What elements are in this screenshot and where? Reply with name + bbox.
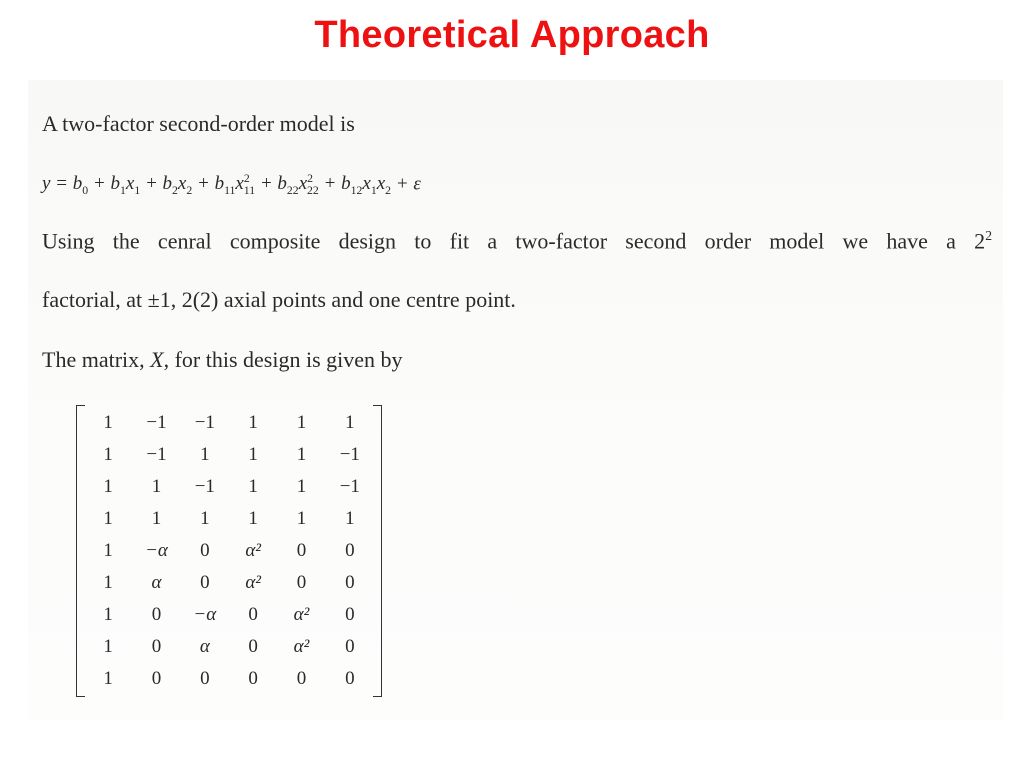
matrix-cell: 1 <box>103 540 113 561</box>
matrix-cell: −1 <box>339 444 360 465</box>
equation-term-subscript: 11 <box>224 184 236 198</box>
matrix-cell: α² <box>293 604 310 625</box>
equation-term-base: x <box>376 173 386 195</box>
matrix-cell: 1 <box>151 508 162 529</box>
equation-term-base: y = b <box>42 173 83 195</box>
matrix-cell: 0 <box>248 604 258 625</box>
design-description-line-1 <box>42 228 992 254</box>
matrix-cell: 0 <box>200 668 210 689</box>
matrix-cell: 0 <box>296 572 307 593</box>
equation-term <box>88 173 126 198</box>
equation-term-subscript: 22 <box>286 184 299 198</box>
matrix-cell: 1 <box>200 508 210 529</box>
equation-term <box>376 173 392 198</box>
equation-term <box>42 173 89 198</box>
equation-term-base: + b <box>318 173 351 195</box>
equation-term-subscript: 1 <box>119 184 126 198</box>
equation-term-base: x <box>125 173 135 195</box>
equation-term <box>192 173 236 198</box>
matrix-cell: 1 <box>103 636 113 657</box>
equation-term-superscript: 2 <box>307 172 314 185</box>
equation-term-subscript: 0 <box>82 184 89 198</box>
matrix-cell: 1 <box>103 572 113 593</box>
matrix-cell: α² <box>245 572 261 593</box>
matrix-cell: −1 <box>146 444 167 465</box>
matrix-cell: 0 <box>345 540 355 561</box>
design-line-1-text: Using the cenral composite design to fit a two-factor second order model we have a 2 <box>42 228 986 254</box>
matrix-cell: −1 <box>339 476 360 497</box>
design-matrix <box>76 405 382 697</box>
matrix-cell: 1 <box>103 508 113 529</box>
matrix-cell: 1 <box>200 444 210 465</box>
matrix-cell: 1 <box>103 412 113 433</box>
equation-term-subscript: 2 <box>385 184 392 198</box>
matrix-cell: 1 <box>345 508 355 529</box>
matrix-cell: 1 <box>103 604 113 625</box>
equation-term-subscript: 2 <box>172 184 178 198</box>
matrix-grid <box>84 407 374 695</box>
matrix-cell: 1 <box>296 476 307 497</box>
matrix-cell: −α <box>193 604 217 625</box>
matrix-cell: 1 <box>248 508 258 529</box>
matrix-cell: 0 <box>151 668 162 689</box>
matrix-cell: 1 <box>103 476 113 497</box>
matrix-cell: −α <box>145 540 168 561</box>
equation-term-subscript: 12 <box>350 184 363 198</box>
matrix-cell: 0 <box>296 540 307 561</box>
equation-term-subscript: 1 <box>134 184 141 198</box>
matrix-cell: −1 <box>146 412 167 433</box>
equation-term-base: x <box>177 173 187 195</box>
matrix-cell: 1 <box>248 476 258 497</box>
equation-term <box>177 173 193 198</box>
matrix-cell: 0 <box>345 636 355 657</box>
equation-term-subscript: 11 <box>243 184 256 198</box>
equation-term-subscript: 22 <box>307 184 319 198</box>
matrix-cell: α <box>151 572 162 593</box>
matrix-cell: 0 <box>151 636 162 657</box>
equation-term-base: + b <box>255 173 287 195</box>
slide-title: Theoretical Approach <box>314 14 710 56</box>
matrix-cell: α² <box>245 540 261 561</box>
equation-term <box>391 173 421 194</box>
factorial-exponent: 2 <box>985 228 992 243</box>
matrix-cell: 0 <box>248 636 258 657</box>
matrix-cell: 0 <box>296 668 307 689</box>
matrix-cell: 1 <box>296 444 307 465</box>
matrix-cell: 0 <box>200 540 210 561</box>
matrix-cell: 1 <box>248 444 258 465</box>
matrix-cell: 1 <box>151 476 162 497</box>
matrix-cell: 1 <box>296 412 307 433</box>
equation-term <box>125 173 141 198</box>
matrix-intro-prefix: The matrix, <box>42 347 151 372</box>
equation-term-superscript: 2 <box>243 172 250 185</box>
matrix-cell: −1 <box>194 476 215 497</box>
matrix-intro-suffix: , for this design is given by <box>163 347 403 372</box>
matrix-cell: 1 <box>248 412 258 433</box>
equation-term-base: x <box>362 173 371 195</box>
equation-term-base: + b <box>192 173 225 195</box>
equation-term-base: + b <box>88 173 120 195</box>
design-description-line-2: factorial, at ±1, 2(2) axial points and one centre point. <box>42 287 516 312</box>
equation-term <box>235 172 256 198</box>
equation-term-base: + b <box>140 173 173 195</box>
matrix-cell: 1 <box>296 508 307 529</box>
matrix-cell: 1 <box>103 668 113 689</box>
matrix-cell: α² <box>293 636 310 657</box>
matrix-cell: −1 <box>194 412 215 433</box>
matrix-cell: 0 <box>151 604 162 625</box>
matrix-cell: 0 <box>345 604 355 625</box>
equation-term <box>298 172 319 198</box>
matrix-cell: 0 <box>345 668 355 689</box>
equation-term-base: x <box>298 173 308 195</box>
model-intro-text: A two-factor second-order model is <box>42 111 355 136</box>
matrix-cell: 0 <box>200 572 210 593</box>
matrix-cell: α <box>199 636 210 657</box>
equation-term <box>362 173 377 198</box>
equation-term-base: + ε <box>391 173 421 195</box>
equation-term <box>140 173 178 198</box>
model-equation <box>42 172 421 198</box>
matrix-variable: X <box>150 347 164 372</box>
equation-term-subscript: 1 <box>370 184 377 198</box>
equation-term <box>318 173 363 198</box>
matrix-cell: 1 <box>103 444 113 465</box>
equation-term <box>255 173 299 198</box>
matrix-cell: 1 <box>345 412 355 433</box>
equation-term-subscript: 2 <box>186 184 193 198</box>
matrix-cell: 0 <box>248 668 258 689</box>
matrix-right-bracket <box>373 405 382 697</box>
matrix-intro-text <box>42 347 403 373</box>
matrix-cell: 0 <box>345 572 355 593</box>
equation-term-base: x <box>235 173 244 195</box>
